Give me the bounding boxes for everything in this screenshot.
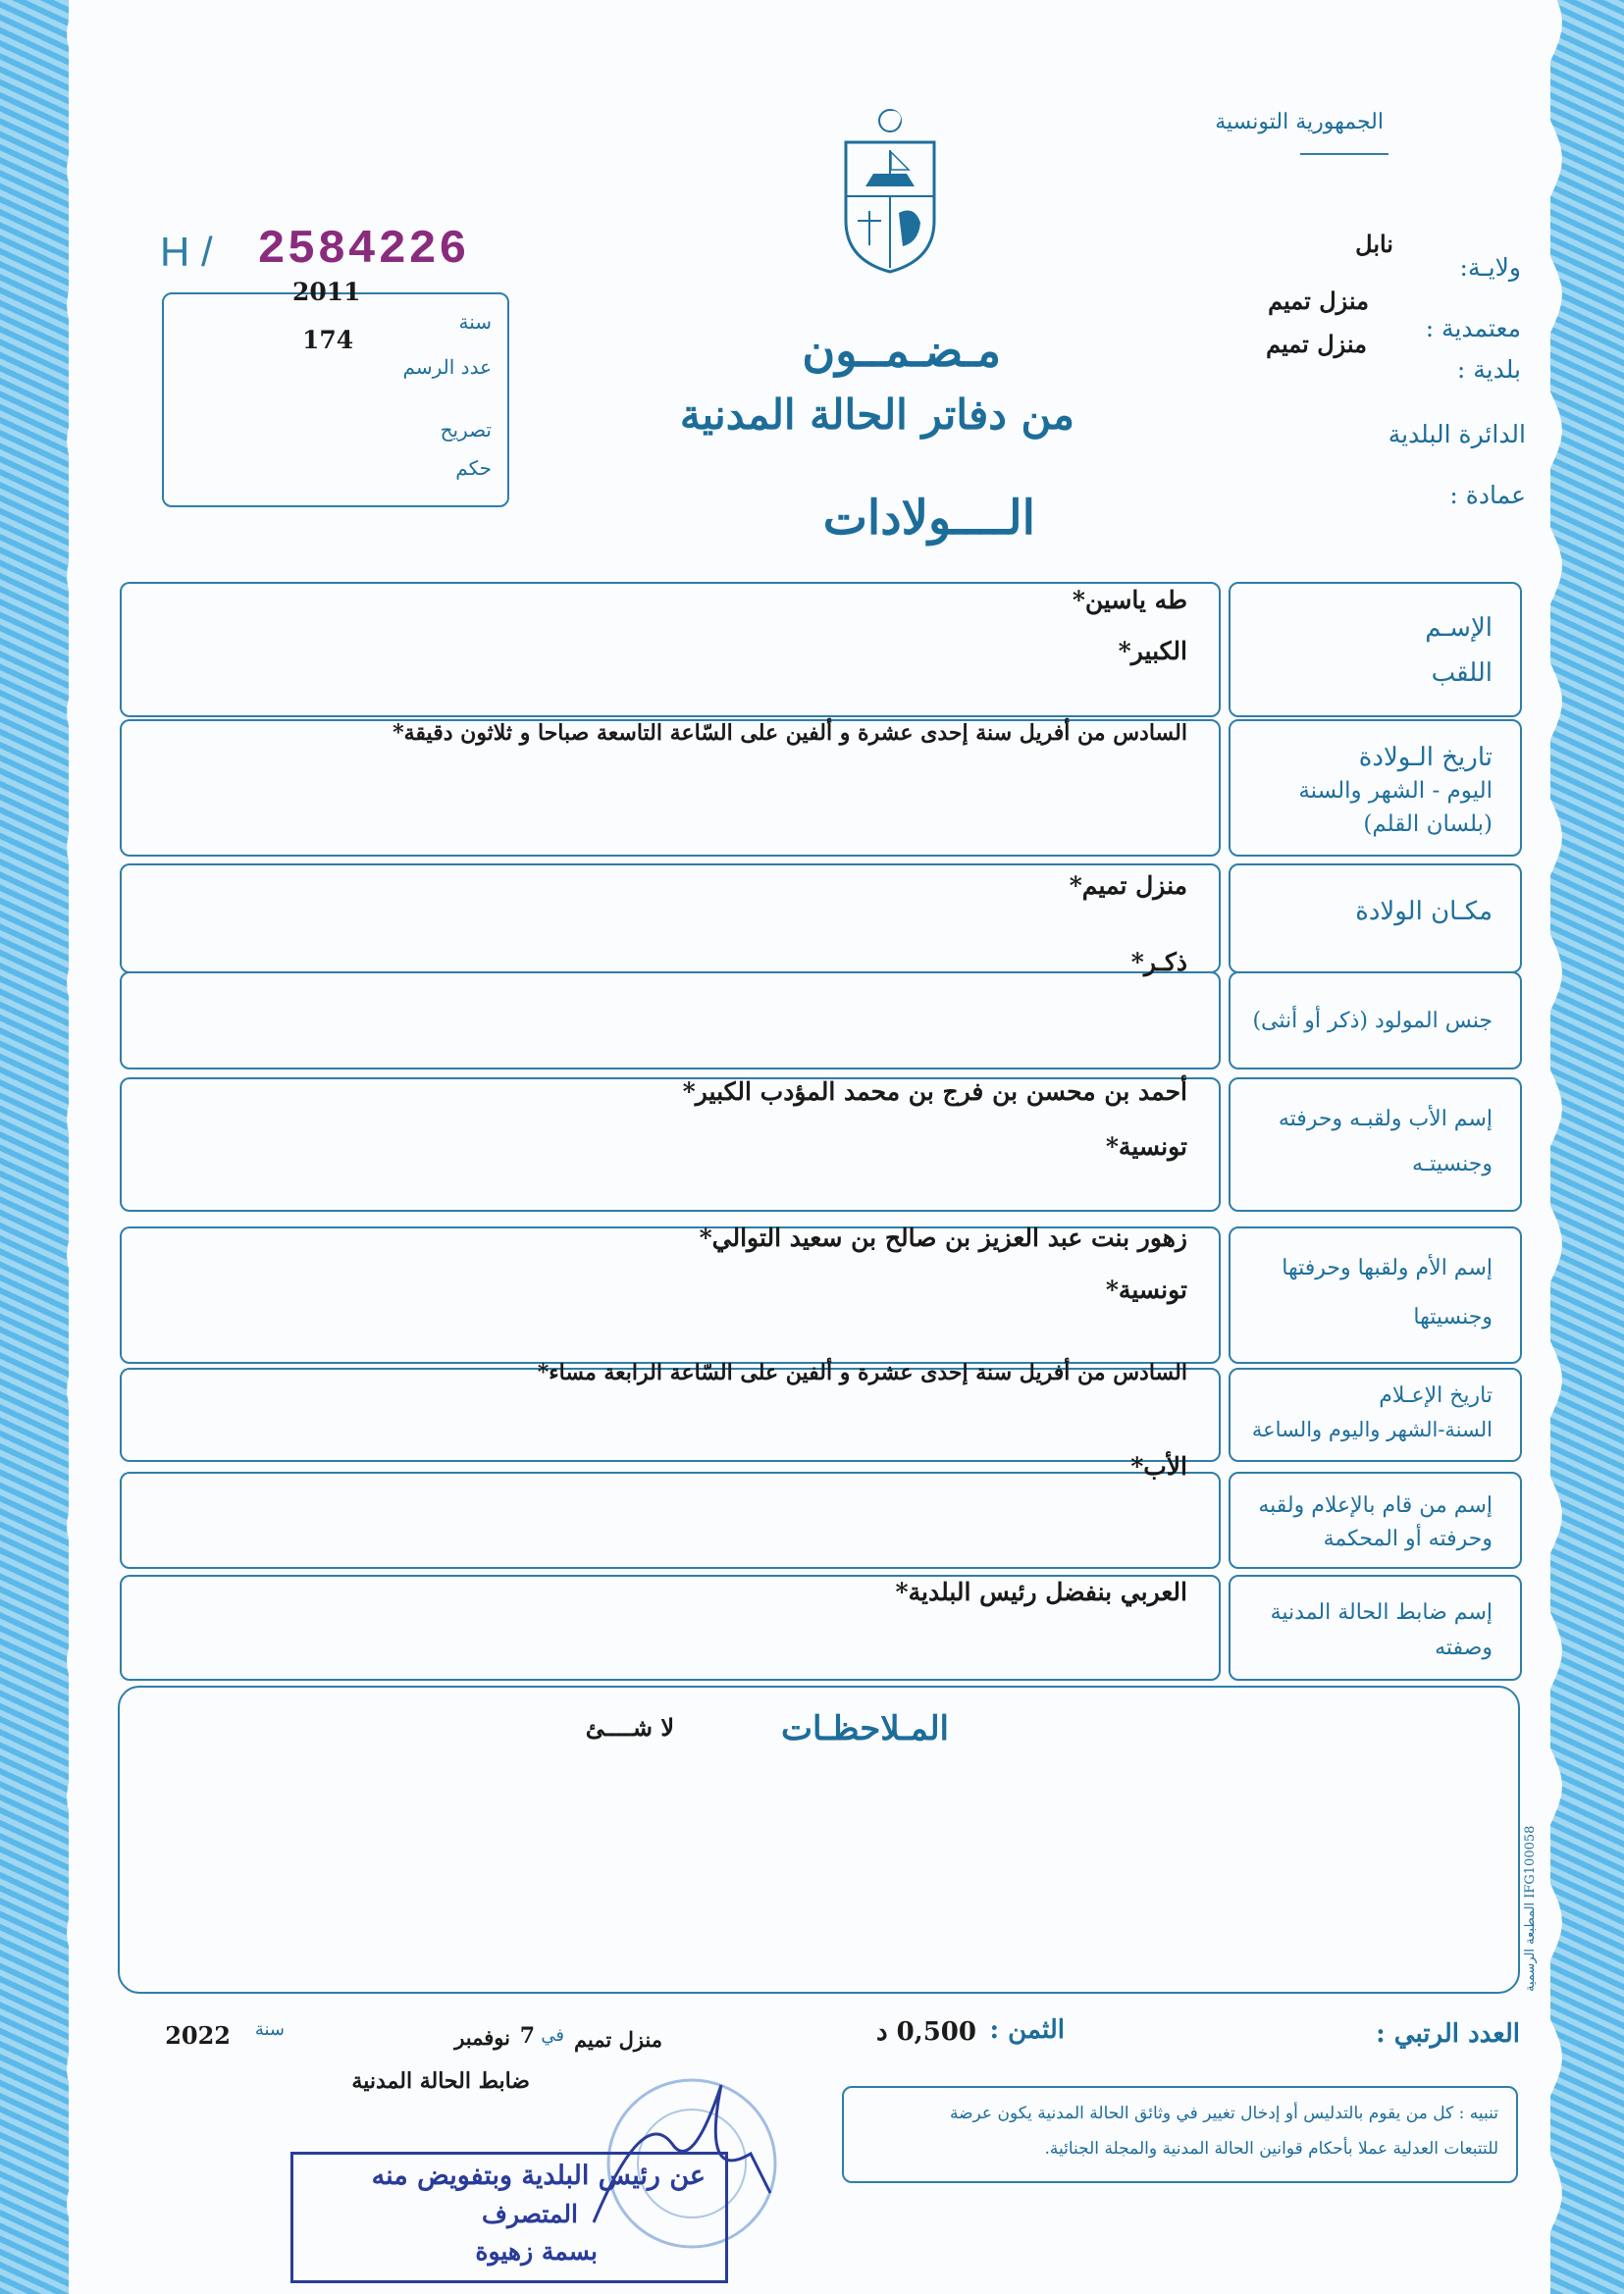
row-value: زهور بنت عبد العزيز بن صالح بن سعيد التوالي* bbox=[699, 1224, 1187, 1252]
row-value: طه ياسين* bbox=[1072, 586, 1187, 614]
row-value-cell bbox=[120, 582, 1221, 717]
row-label: مكـان الولادة bbox=[1355, 897, 1493, 926]
record-number-label: عدد الرسم bbox=[402, 355, 492, 379]
row-label: اليوم - الشهر والسنة bbox=[1298, 778, 1493, 804]
left-wave-edge bbox=[61, 0, 90, 2294]
row-label: جنس المولود (ذكر أو أنثى) bbox=[1252, 1009, 1493, 1033]
row-label: الإسـم bbox=[1425, 613, 1493, 643]
row-label: اللقب bbox=[1431, 658, 1493, 688]
year-label: سنة bbox=[458, 310, 492, 334]
coat-of-arms-icon bbox=[836, 103, 944, 275]
price-label: الثمن : bbox=[989, 2015, 1065, 2045]
row-label: إسم الأب ولقبـه وحرفته bbox=[1278, 1107, 1493, 1131]
governorate-value: نابل bbox=[1355, 230, 1393, 258]
record-number-value: 174 bbox=[302, 326, 354, 354]
row-label-cell bbox=[1229, 1226, 1522, 1364]
declaration-label: تصريح bbox=[440, 418, 492, 442]
officer-label: ضابط الحالة المدنية bbox=[351, 2068, 530, 2094]
row-label: وجنسيتـه bbox=[1411, 1152, 1493, 1176]
row-label-cell bbox=[1229, 1575, 1522, 1681]
warning-box bbox=[842, 2086, 1518, 2183]
row-label: وجنسيتها bbox=[1413, 1305, 1493, 1329]
row-label-cell bbox=[1229, 1077, 1522, 1212]
municipality-label: بلدية : bbox=[1456, 355, 1521, 384]
year-label-footer: سنة bbox=[254, 2019, 285, 2040]
serial-prefix: H / bbox=[160, 229, 213, 275]
title-line1: مـضـمــون bbox=[802, 324, 1001, 377]
row-label: وصفته bbox=[1435, 1636, 1493, 1660]
official-stamp bbox=[290, 2152, 728, 2283]
serial-number: 2584226 bbox=[257, 224, 469, 277]
row-value: الكبير* bbox=[1118, 637, 1187, 665]
row-label: إسم ضابط الحالة المدنية bbox=[1270, 1600, 1493, 1625]
judgment-label: حكم bbox=[455, 456, 492, 480]
row-label-cell bbox=[1229, 719, 1522, 857]
row-label-cell bbox=[1229, 1472, 1522, 1569]
row-label: تاريخ الـولادة bbox=[1358, 743, 1493, 772]
row-value-cell bbox=[120, 863, 1221, 973]
row-label-cell bbox=[1229, 971, 1522, 1069]
municipality-value: منزل تميم bbox=[1266, 330, 1367, 358]
issue-place: منزل تميم bbox=[573, 2027, 662, 2052]
row-value: منزل تميم* bbox=[1069, 871, 1187, 900]
row-label-cell bbox=[1229, 1368, 1522, 1462]
printer-mark: المطبعة الرسمية IFG100058 bbox=[1523, 1825, 1538, 1992]
row-value: أحمد بن محسن بن فرج بن محمد المؤدب الكبير* bbox=[682, 1077, 1187, 1106]
row-value: تونسية* bbox=[1105, 1132, 1187, 1161]
on-label: في bbox=[541, 2025, 564, 2046]
divider bbox=[1300, 153, 1388, 155]
price-value: 0,500 د bbox=[875, 2017, 976, 2047]
governorate-label: ولايـة: bbox=[1459, 253, 1521, 282]
row-label: إسم الأم ولقبها وحرفتها bbox=[1282, 1256, 1493, 1280]
row-value-cell bbox=[120, 1472, 1221, 1569]
remarks-box bbox=[118, 1686, 1520, 1994]
district-label: الدائرة البلدية bbox=[1388, 420, 1526, 448]
stamp-line2: المتصرف bbox=[482, 2200, 578, 2228]
issue-year: 2022 bbox=[165, 2021, 231, 2050]
row-label-cell bbox=[1229, 582, 1522, 717]
row-label-cell bbox=[1229, 863, 1522, 973]
row-label: وحرفته أو المحكمة bbox=[1323, 1527, 1493, 1551]
row-label: تاريخ الإعـلام bbox=[1379, 1383, 1493, 1408]
title-line2: من دفاتر الحالة المدنية bbox=[679, 391, 1074, 439]
row-label: السنة-الشهر واليوم والساعة bbox=[1251, 1418, 1493, 1441]
row-value: العربي بنفضل رئيس البلدية* bbox=[895, 1578, 1187, 1606]
stamp-line1: عن رئيس البلدية وبتفويض منه bbox=[371, 2161, 706, 2191]
year-value: 2011 bbox=[292, 278, 361, 306]
reference-box bbox=[162, 292, 509, 507]
omda-label: عمادة : bbox=[1449, 481, 1526, 509]
delegation-label: معتمدية : bbox=[1425, 314, 1521, 342]
stamp-line3: بسمة زهيوة bbox=[475, 2237, 598, 2266]
remarks-label: المـلاحظـات bbox=[781, 1709, 949, 1748]
row-value: ذكـر* bbox=[1130, 948, 1187, 976]
row-value-cell bbox=[120, 971, 1221, 1069]
row-label: إسم من قام بالإعلام ولقبه bbox=[1258, 1493, 1493, 1518]
row-label: (بلسان القلم) bbox=[1363, 811, 1493, 837]
row-value: السادس من أفريل سنة إحدى عشرة و ألفين على السّاعة الرابعة مساء* bbox=[537, 1360, 1187, 1385]
row-value: الأب* bbox=[1130, 1452, 1187, 1481]
issue-day: 7 bbox=[519, 2023, 535, 2049]
serial-order-label: العدد الرتبي : bbox=[1376, 2019, 1520, 2049]
row-value: السادس من أفريل سنة إحدى عشرة و ألفين على السّاعة التاسعة صباحا و ثلاثون دقيقة* bbox=[393, 720, 1187, 746]
remarks-value: لا شــــئ bbox=[585, 1713, 674, 1742]
row-value: تونسية* bbox=[1105, 1276, 1187, 1304]
title-line3: الــــولادات bbox=[822, 491, 1035, 546]
republic-label: الجمهورية التونسية bbox=[1215, 110, 1384, 134]
warning-line2: للتتبعات العدلية عملا بأحكام قوانين الحالة المدنية والمجلة الجنائية. bbox=[1044, 2139, 1498, 2159]
issue-month: نوفمبر bbox=[454, 2025, 510, 2050]
delegation-value: منزل تميم bbox=[1268, 287, 1369, 315]
warning-line1: تنبيه : كل من يقوم بالتدليس أو إدخال تغيير في وثائق الحالة المدنية يكون عرضة bbox=[950, 2104, 1498, 2123]
left-security-border bbox=[0, 0, 69, 2294]
